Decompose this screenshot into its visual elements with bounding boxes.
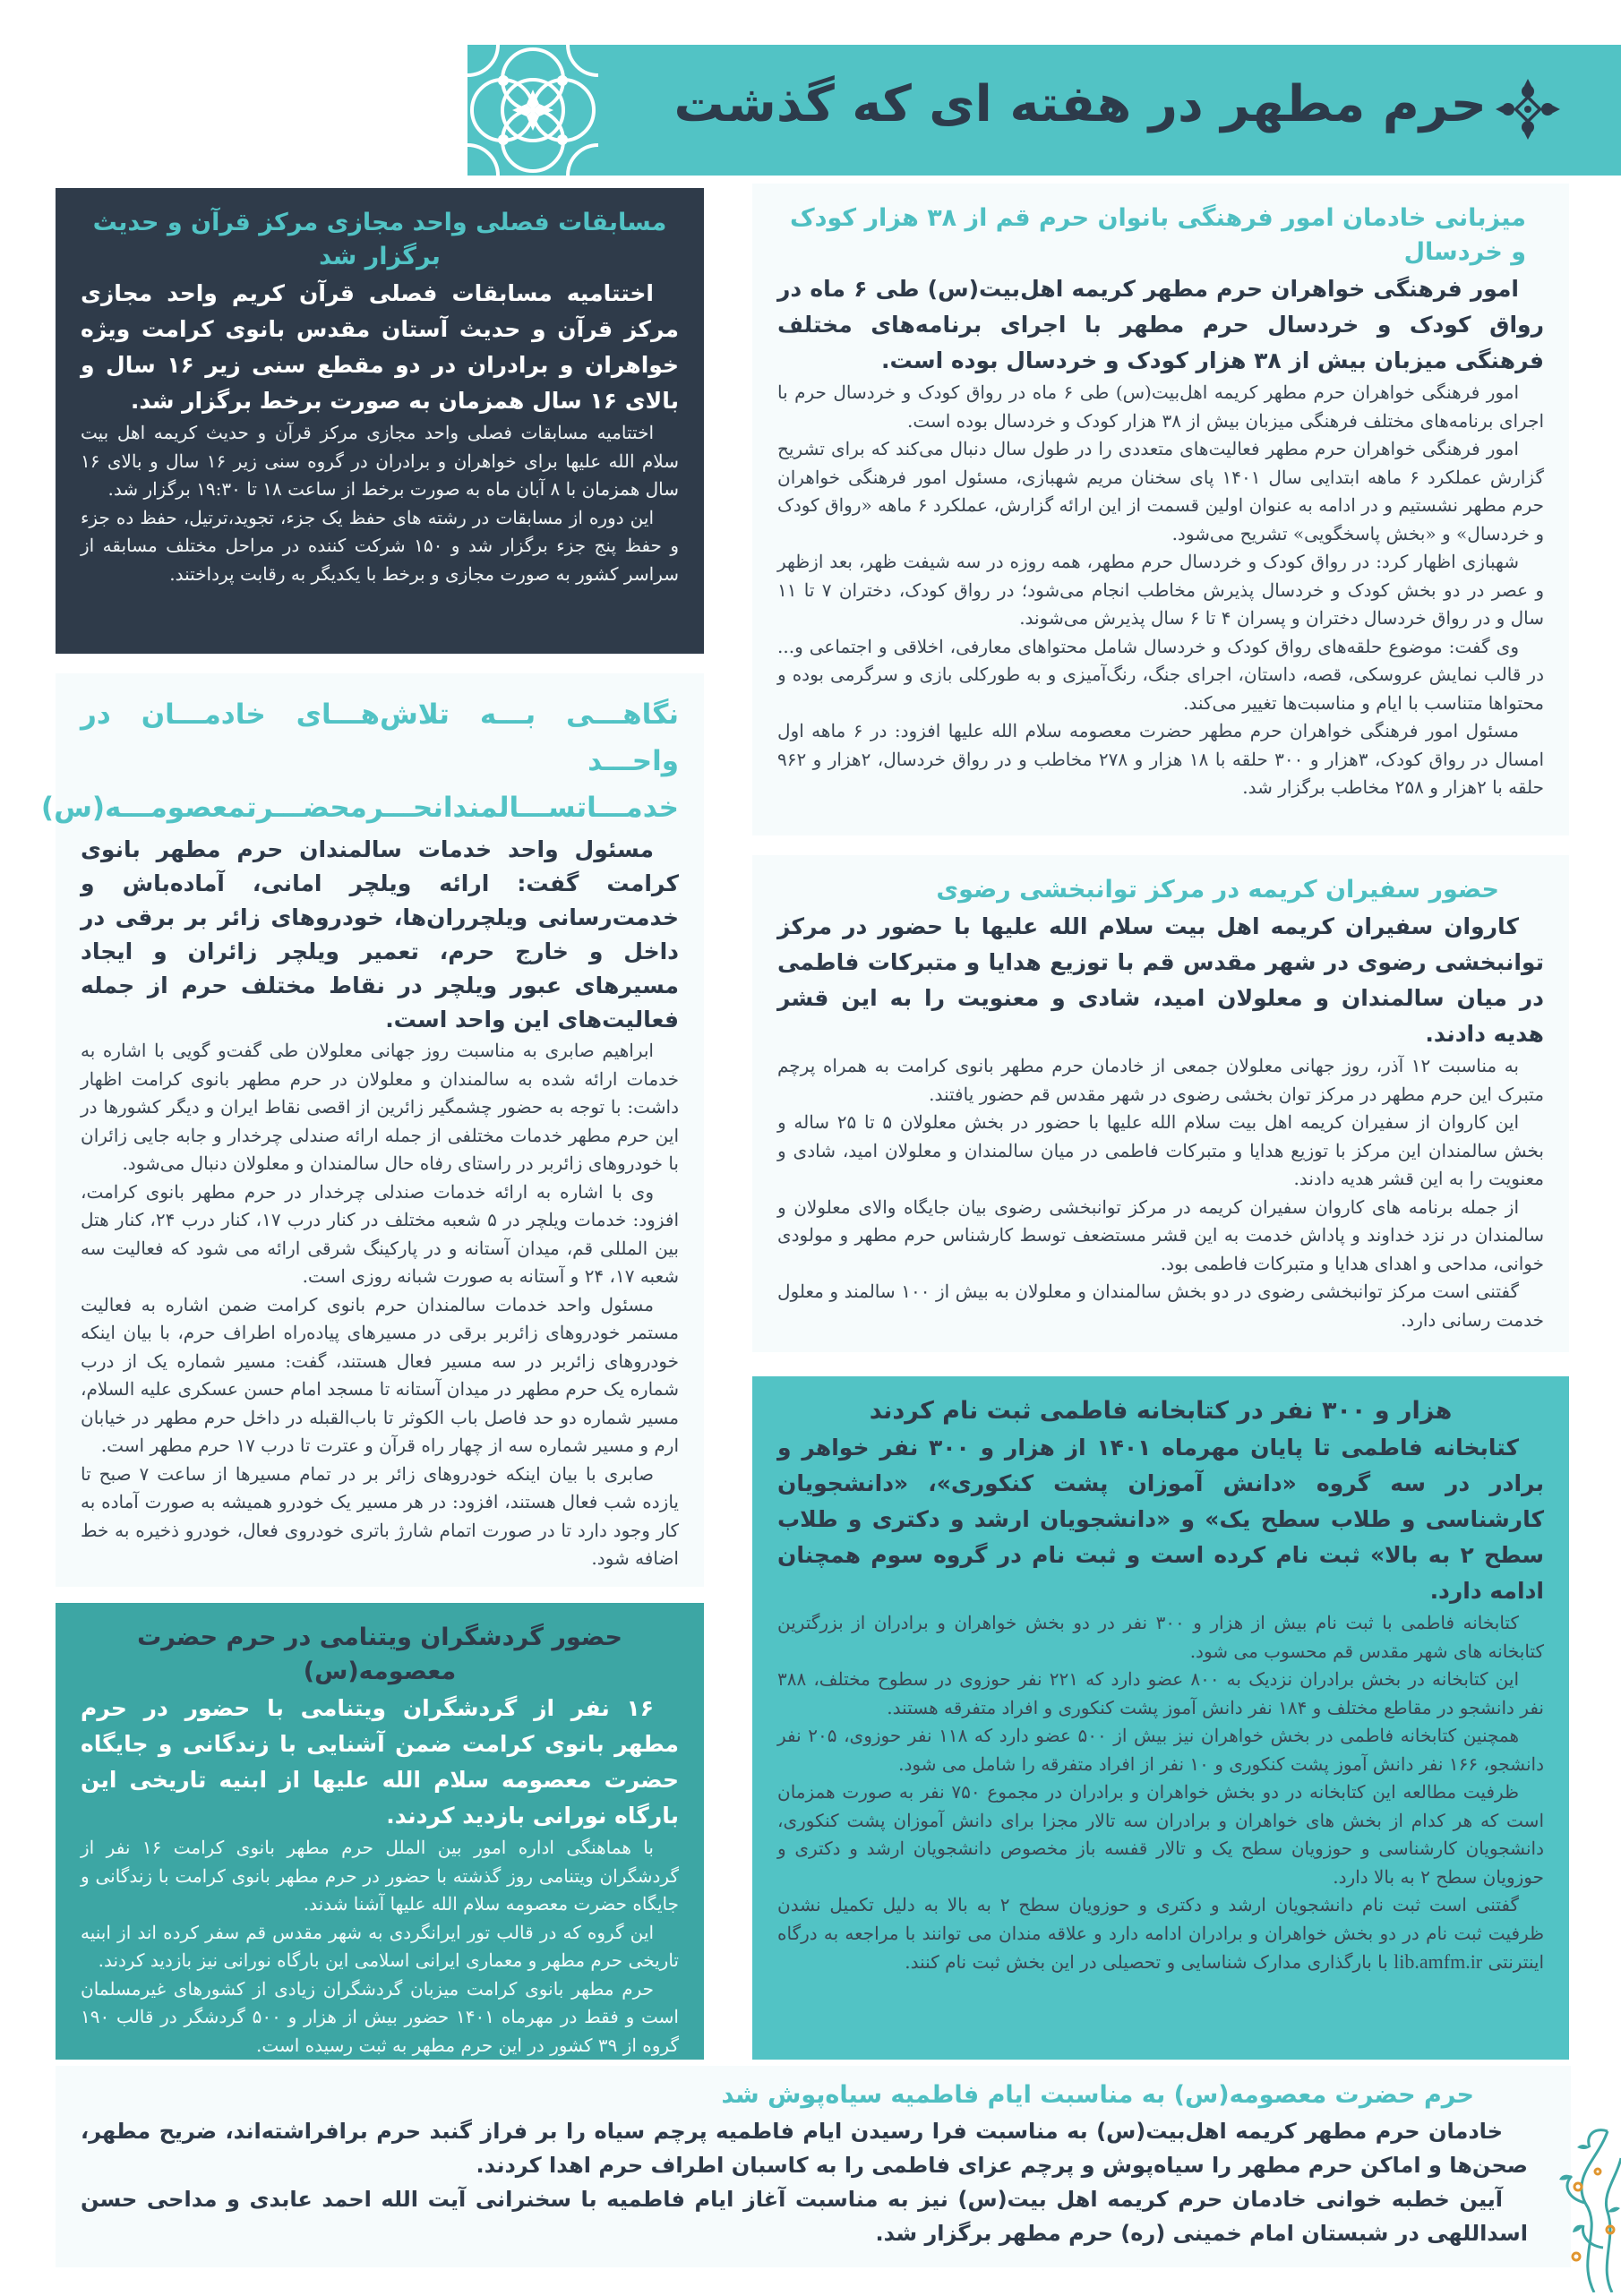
article-title: حضور سفیران کریمه در مرکز توانبخشی رضوی [936, 876, 1499, 904]
article-title: میزبانی خادمان امور فرهنگی بانوان حرم قم از ۳۸ هزار کودک و خردسال [789, 204, 1526, 266]
article-paragraph: این کاروان از سفیران کریمه اهل بیت سلام الله علیها با حضور در بخش معلولان ۵ تا ۲۵ ساله و بخش سالمندان این مرکز با توزیع هدایا و متبرکات فاطمی در میان سالمندان و معلولان امید، شادی و معنویت را به این قشر هدیه دادند. [777, 1111, 1544, 1189]
article-paragraph: با هماهنگی اداره امور بین الملل حرم مطهر بانوی کرامت ۱۶ نفر از گردشگران ویتنامی روز گذشته با حضور در حرم مطهر بانوی کرامت با زندگانی و جایگاه حضرت معصومه سلام الله علیها آشنا شدند. [81, 1837, 679, 1915]
article-vietnam [56, 1603, 704, 2060]
article-paragraph: وی گفت: موضوع حلقه‌های رواق کودک و خردسال شامل محتواهای معارفی، اخلاقی و اجتماعی و... در قالب نمایش عروسکی، قصه، داستان، اجرای جنگ، رنگ‌آمیزی و به طورکلی بازی و سرگرمی بوده و محتواها متناسب با ایام و مناسبت‌ها تغییر می‌کند. [777, 635, 1544, 714]
article-paragraph: حرم مطهر بانوی کرامت میزبان گردشگران زیادی از کشورهای غیرمسلمان است و فقط در مهرماه ۱۴۰۱ حضور بیش از هزار و ۵۰۰ گردشگر در قالب ۱۹۰ گروه از ۳۹ کشور در این حرم مطهر به ثبت رسیده است. [81, 1977, 679, 2056]
article-title: مسابقات فصلی واحد مجازی مرکز قرآن و حدیث برگزار شد [92, 209, 667, 270]
article-quran [56, 188, 704, 654]
article-paragraph: مسئول امور فرهنگی خواهران حرم مطهر حضرت معصومه سلام الله علیها افزود: در ۶ ماهه اول امسال در رواق کودک، ۳هزار و ۳۰۰ حلقه با ۱۸ هزار و ۲۷۸ مخاطب و در رواق خردسال، ۲هزار و ۹۶۲ حلقه با ۲هزار و ۲۵۸ مخاطب برگزار شد. [777, 720, 1545, 798]
article-paragraph: آیین خطبه خوانی خادمان حرم کریمه اهل بیت(س) نیز به مناسبت آغاز ایام فاطمیه با سخنرانی آیت الله احمد عابدی و مداحی حسن اسداللهی در شبستان امام خمینی (ره) حرم مطهر برگزار شد. [81, 2187, 1528, 2246]
girih-pattern-icon [467, 45, 598, 176]
article-paragraph: خادمان حرم مطهر کریمه اهل‌بیت(س) به مناسبت فرا رسیدن ایام فاطمیه پرچم سیاه را بر فراز گنبد حرم برافراشته‌اند، ضریح مطهر، صحن‌ها و اماکن حرم مطهر را سیاه‌پوش و پرچم عزای فاطمی را به کاسبان اطراف حرم اهدا کردند. [81, 2119, 1528, 2178]
article-lead: امور فرهنگی خواهران حرم مطهر کریمه اهل‌بیت(س) طی ۶ ماه در رواق کودک و خردسال حرم مطهر با اجرای برنامه‌های مختلف فرهنگی میزبان بیش از ۳۸ هزار کودک و خردسال بوده است. [777, 276, 1544, 373]
article-lead: اختتامیه مسابقات فصلی قرآن کریم واحد مجازی مرکز قرآن و حدیث آستان مقدس بانوی کرامت ویژه خواهران و برادران در دو مقطع سنی زیر ۱۶ سال و بالای ۱۶ سال همزمان به صورت برخط برگزار شد. [81, 280, 679, 414]
library-url-link[interactable]: lib.amfm.ir [1394, 1950, 1483, 1973]
article-paragraph: ابراهیم صابری به مناسبت روز جهانی معلولان طی گفت‌و گویی با اشاره به خدمات ارائه شده به سالمندان و معلولان در حرم مطهر بانوی کرامت اظهار داشت: با توجه به حضور چشمگیر زائرین از اقصی نقاط ایران و دیگر کشورها در این حرم مطهر خدمات مختلفی از جمله ارائه صندلی چرخدار و جابه جایی زائران با خودروهای زائربر در راستای رفاه حال سالمندان و معلولان دنبال می‌شود. [81, 1040, 679, 1174]
article-paragraph: این دوره از مسابقات در رشته های حفظ یک جزء، تجوید،ترتیل، حفظ ده جزء و حفظ پنج جزء برگزار شد و ۱۵۰ شرکت کننده در مراحل مختلف مسابقه از سراسر کشور به صورت مجازی و برخط با یکدیگر به رقابت پرداختند. [81, 506, 679, 585]
article-title: هزار و ۳۰۰ نفر در کتابخانه فاطمی ثبت نام کردند [869, 1397, 1453, 1425]
arabesque-cross-icon [1496, 79, 1560, 140]
page-title: حرم مطهر در هفته ای که گذشت [673, 75, 1487, 133]
article-paragraph: این گروه که در قالب تور ایرانگردی به شهر مقدس قم سفر کرده اند از ابنیه تاریخی حرم مطهر و معماری ایرانی اسلامی این بارگاه نورانی نیز بازدید کردند. [81, 1921, 679, 1971]
article-paragraph: گفتنی است مرکز توانبخشی رضوی در دو بخش سالمندان و معلولان به بیش از ۱۰۰ سالمند و معلول خدمت رسانی دارد. [777, 1281, 1544, 1331]
floral-vine-icon [1558, 2122, 1621, 2292]
article-paragraph [777, 1891, 1544, 1977]
article-elderly [40, 673, 704, 1587]
article-paragraph: از جمله برنامه های کاروان سفیران کریمه در مرکز توانبخشی رضوی بیان جایگاه والای معلولان و سالمندان در نزد خداوند و پاداش خدمت به این قشر مستضعف توسط کارشناس حرم مطهر و مولودی خوانی، مداحی و اهدای هدایا و متبرکات فاطمی بود. [777, 1195, 1544, 1274]
article-lead: مسئول واحد خدمات سالمندان حرم مطهر بانوی کرامت گفت: ارائه ویلچر امانی، آماده‌باش و خدمت‌رسانی ویلچرران‌ها، خودروهای زائر بر برقی در داخل و خارج حرم، تعمیر ویلچر زائران و ایجاد مسیرهای عبور ویلچر در نقاط مختلف حرم از جمله فعالیت‌های این واحد است. [81, 836, 679, 1032]
article-paragraph: امور فرهنگی خواهران حرم مطهر فعالیت‌های متعددی را در طول سال دنبال می‌کند که برای تشریح گزارش عملکرد ۶ ماهه ابتدایی سال ۱۴۰۱ پای سخنان مریم شهبازی، مسئول امور فرهنگی خواهران حرم مطهر نشستیم و در ادامه به عنوان اولین قسمت از این ارائه گزارش، عملکرد ۶ ماهه «رواق کودک و خردسال» و «بخش پاسخگویی» تشریح می‌شود. [777, 438, 1545, 544]
article-lead: کاروان سفیران کریمه اهل بیت سلام الله علیها با حضور در مرکز توانبخشی رضوی در شهر مقدس قم با توزیع هدایا و متبرکات فاطمی در میان سالمندان و معلولان امید، شادی و معنویت را به این قشر هدیه دادند. [777, 913, 1544, 1047]
article-paragraph: مسئول واحد خدمات سالمندان حرم بانوی کرامت ضمن اشاره به فعالیت مستمر خودروهای زائربر برقی در مسیرهای پیاده‌راه اطراف حرم، با بیان اینکه خودروهای زائربر در سه مسیر فعال هستند، گفت: مسیر شماره یک از درب شماره یک حرم مطهر در میدان آستانه تا مسجد امام حسن عسکری علیه السلام، مسیر شماره دو حد فاصل باب الکوثر تا باب‌القبله در داخل حرم مطهر در خیابان ارم و مسیر شماره سه از چهار راه قرآن و عترت تا درب ۱۷ حرم مطهر است. [81, 1293, 679, 1456]
article-rehab [752, 855, 1569, 1352]
article-lead: کتابخانه فاطمی تا پایان مهرماه ۱۴۰۱ از هزار و ۳۰۰ نفر خواهر و برادر در سه گروه «دانش آموزان پشت کنکوری»، «دانشجویان کارشناسی و طلاب سطح یک» و «دانشجویان ارشد و دکتری و طلاب سطح ۲ به بالا» ثبت نام کرده است و ثبت نام در گروه سوم همچنان ادامه دارد. [777, 1435, 1544, 1604]
article-title: حرم حضرت معصومه(س) به مناسبت ایام فاطمیه سیاه‌پوش شد [721, 2081, 1474, 2109]
article-fatemiyeh [56, 2066, 1571, 2267]
article-title: حضور گردشگران ویتنامی در حرم حضرت معصومه(س) [137, 1623, 622, 1685]
article-text: با بارگذاری مدارک شناسایی و تحصیلی در این بخش ثبت نام کنند. [905, 1951, 1388, 1973]
article-paragraph: امور فرهنگی خواهران حرم مطهر کریمه اهل‌بیت(س) طی ۶ ماه در رواق کودک و خردسال حرم با اجرای برنامه‌های مختلف فرهنگی میزبان بیش از ۳۸ هزار کودک و خردسال بوده است. [777, 381, 1544, 432]
article-paragraph: صابری با بیان اینکه خودروهای زائر بر در تمام مسیرها از ساعت ۷ صبح تا یازده شب فعال هستند، افزود: در هر مسیر یک خودرو همیشه به صورت آماده به کار وجود دارد تا در صورت اتمام شارژ باتری خودروی فعال، خودرو ذخیره به خط اضافه شود. [81, 1462, 679, 1569]
article-paragraph: این کتابخانه در بخش برادران نزدیک به ۸۰۰ عضو دارد که ۲۲۱ نفر حوزوی در سطوح مختلف، ۳۸۸ نفر دانشجو در مقاطع مختلف و ۱۸۴ نفر دانش آموز پشت کنکوری و افراد متفرقه هستند. [777, 1668, 1544, 1718]
article-paragraph: وی با اشاره به ارائه خدمات صندلی چرخدار در حرم مطهر بانوی کرامت، افزود: خدمات ویلچر در ۵ شعبه مختلف در کنار درب ۱۷، کنار درب ۲۴، کنار هتل بین المللی قم، میدان آستانه و در پارکینگ شرقی ارائه می شود که فعالیت سه شعبه ۱۷، ۲۴ و آستانه به صورت شبانه روزی است. [81, 1180, 679, 1287]
article-paragraph: به مناسبت ۱۲ آذر، روز جهانی معلولان جمعی از خادمان حرم مطهر بانوی کرامت به همراه پرچم متبرک این حرم مطهر در مرکز توان بخشی رضوی در شهر مقدس قم حضور یافتند. [777, 1055, 1544, 1105]
article-paragraph: شهبازی اظهار کرد: در رواق کودک و خردسال حرم مطهر، همه روزه در سه شیفت ظهر، بعد ازظهر و عصر در دو بخش کودک و خردسال پذیرش مخاطب انجام می‌شود؛ در رواق کودک، دختران ۷ تا ۱۱ سال و در رواق خردسال دختران و پسران ۴ تا ۶ سال پذیرش می‌شوند. [777, 551, 1545, 629]
article-text: گفتنی است ثبت نام دانشجویان ارشد و دکتری و حوزویان سطح ۲ به بالا به دلیل تکمیل نشدن ظرفیت ثبت نام در دو بخش خواهران و برادران ادامه دارد و علاقه مندان می توانند با مراجعه به درگاه اینترنتی [777, 1894, 1544, 1973]
article-paragraph: همچنین کتابخانه فاطمی در بخش خواهران نیز بیش از ۵۰۰ عضو دارد که ۱۱۸ نفر حوزوی، ۲۰۵ نفر دانشجو، ۱۶۶ نفر دانش آموز پشت کنکوری و ۱۰ نفر از افراد متفرقه را شامل می شود. [777, 1725, 1544, 1775]
article-lead: ۱۶ نفر از گردشگران ویتنامی با حضور در حرم مطهر بانوی کرامت ضمن آشنایی با زندگانی و جایگاه حضرت معصومه سلام الله علیها از ابنیه تاریخی این بارگاه نورانی بازدید کردند. [81, 1695, 679, 1829]
article-paragraph: ظرفیت مطالعه این کتابخانه در دو بخش خواهران و برادران در مجموع ۷۵۰ نفر به صورت همزمان است که هر کدام از بخش های خواهران و برادران سه تالار مجزا برای دانش آموزان پشت کنکوری، دانشجویان کارشناسی و حوزویان سطح یک و تالار قفسه باز مخصوص دانشجویان ارشد و دکتری و حوزویان سطح ۲ به بالا دارد. [777, 1781, 1544, 1888]
article-kids [752, 184, 1569, 835]
article-paragraph: اختتامیه مسابقات فصلی واحد مجازی مرکز قرآن و حدیث کریمه اهل بیت سلام الله علیها برای خواهران و برادران در گروه سنی زیر ۱۶ سال و بالای ۱۶ سال همزمان با ۸ آبان ماه به صورت برخط از ساعت ۱۸ تا ۱۹:۳۰ برگزار شد. [81, 422, 679, 500]
article-title: نگاهـــی بـــه تلاش‌هـــای خادمـــان در واحـــد خدمـــاتســـالمندانحـــرمحضـــرتمعصومـــه(س) [40, 698, 679, 824]
article-library [752, 1376, 1569, 2060]
article-paragraph: کتابخانه فاطمی با ثبت نام بیش از هزار و ۳۰۰ نفر در دو بخش خواهران و برادران از بزرگترین کتابخانه های شهر مقدس قم محسوب می شود. [777, 1612, 1544, 1662]
